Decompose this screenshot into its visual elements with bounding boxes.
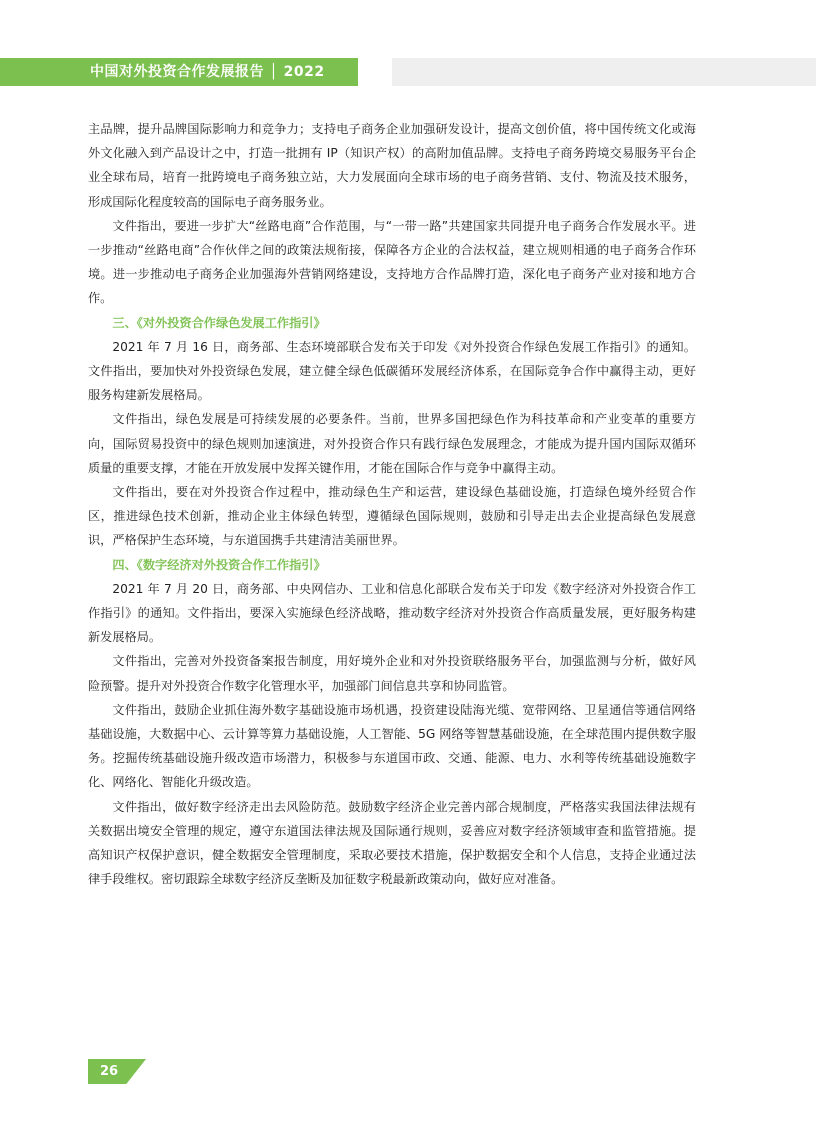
article-body <box>88 117 696 892</box>
paragraph: 文件指出，完善对外投资备案报告制度，用好境外企业和对外投资联络服务平台，加强监测与分析，做好风险预警。提升对外投资合作数字化管理水平，加强部门间信息共享和协同监管。 <box>88 654 696 693</box>
section-heading: 四、《数字经济对外投资合作工作指引》 <box>112 557 326 572</box>
report-title: 中国对外投资合作发展报告 │ 2022 <box>90 64 325 80</box>
paragraph: 文件指出，要在对外投资合作过程中，推动绿色生产和运营，建设绿色基础设施，打造绿色境外经贸合作区，推进绿色技术创新，推动企业主体绿色转型，遵循绿色国际规则，鼓励和引导走出去企业提高绿色发展意识，严格保护生态环境，与东道国携手共建清洁美丽世界。 <box>88 485 696 548</box>
header-grey-band <box>392 58 816 86</box>
paragraph: 2021 年 7 月 16 日，商务部、生态环境部联合发布关于印发《对外投资合作绿色发展工作指引》的通知。文件指出，要加快对外投资绿色发展，建立健全绿色低碳循环发展经济体系，在国际竞争合作中赢得主动，更好服务构建新发展格局。 <box>88 339 696 403</box>
section-heading: 三、《对外投资合作绿色发展工作指引》 <box>112 315 326 330</box>
paragraph: 2021 年 7 月 20 日，商务部、中央网信办、工业和信息化部联合发布关于印发《数字经济对外投资合作工作指引》的通知。文件指出，要深入实施绿色经济战略，推动数字经济对外投资合作高质量发展，更好服务构建新发展格局。 <box>88 581 696 645</box>
paragraph: 文件指出，做好数字经济走出去风险防范。鼓励数字经济企业完善内部合规制度，严格落实我国法律法规有关数据出境安全管理的规定，遵守东道国法律法规及国际通行规则，妥善应对数字经济领域审查和监管措施。提高知识产权保护意识，健全数据安全管理制度，采取必要技术措施，保护数据安全和个人信息，支持企业通过法律手段维权。密切跟踪全球数字经济反垄断及加征数字税最新政策动向，做好应对准备。 <box>88 799 696 887</box>
paragraph: 主品牌，提升品牌国际影响力和竞争力；支持电子商务企业加强研发设计，提高文创价值，将中国传统文化或海外文化融入到产品设计之中，打造一批拥有 IP（知识产权）的高附加值品牌。支持电子商务跨境交易服务平台企业全球布局，培育一批跨境电子商务独立站，大力发展面向全球市场的电子商务营销、支付、物流及技术服务，形成国际化程度较高的国际电子商务服务业。 <box>88 122 696 209</box>
page-number: 26 <box>100 1064 119 1079</box>
paragraph: 文件指出，鼓励企业抓住海外数字基础设施市场机遇，投资建设陆海光缆、宽带网络、卫星通信等通信网络基础设施，大数据中心、云计算等算力基础设施，人工智能、5G 网络等智慧基础设施，在全球范围内提供数字服务。挖掘传统基础设施升级改造市场潜力，积极参与东道国市政、交通、能源、电力、水利等传统基础设施数字化、网络化、智能化升级改造。 <box>88 702 696 790</box>
paragraph: 文件指出，要进一步扩大“丝路电商”合作范围，与“一带一路”共建国家共同提升电子商务合作发展水平。进一步推动“丝路电商”合作伙伴之间的政策法规衔接，保障各方企业的合法权益，建立规则相通的电子商务合作环境。进一步推动电子商务企业加强海外营销网络建设，支持地方合作品牌打造，深化电子商务产业对接和地方合作。 <box>88 218 696 306</box>
paragraph: 文件指出，绿色发展是可持续发展的必要条件。当前，世界多国把绿色作为科技革命和产业变革的重要方向，国际贸易投资中的绿色规则加速演进，对外投资合作只有践行绿色发展理念，才能成为提升国内国际双循环质量的重要支撑，才能在开放发展中发挥关键作用，才能在国际合作与竞争中赢得主动。 <box>88 412 696 475</box>
